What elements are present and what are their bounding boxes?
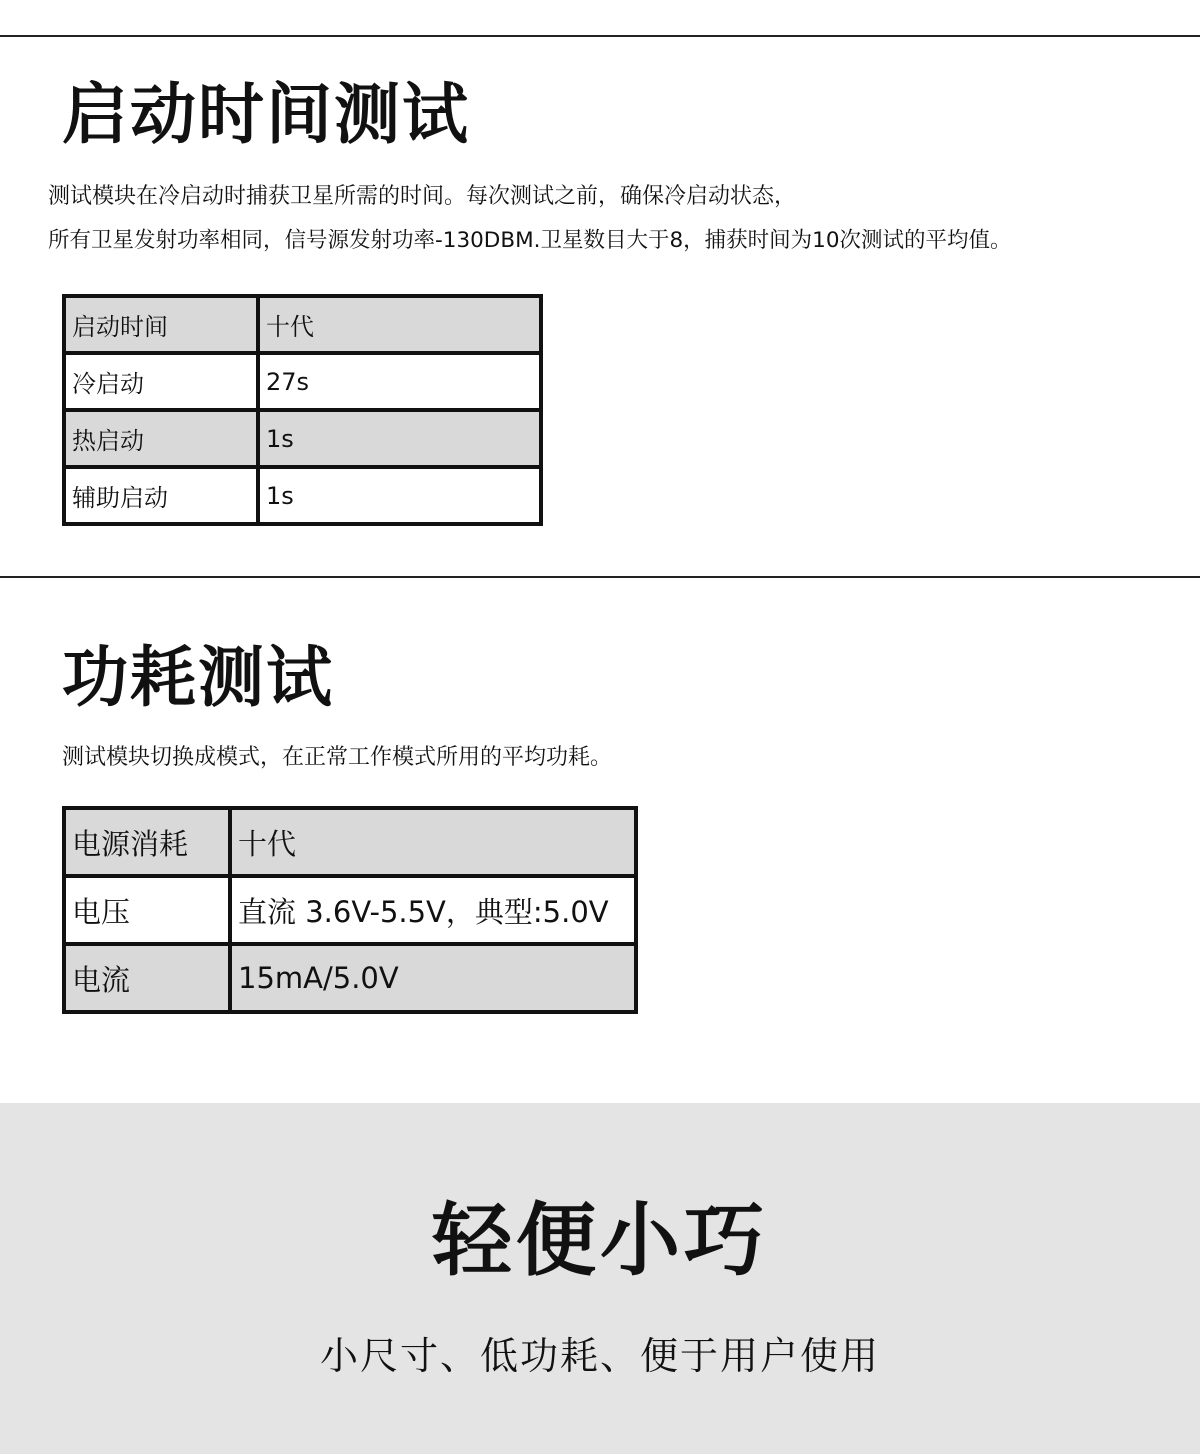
power-description: 测试模块切换成模式，在正常工作模式所用的平均功耗。 [62,745,613,770]
table-cell-value: 1s [258,410,541,467]
startup-description-line1: 测试模块在冷启动时捕获卫星所需的时间。每次测试之前，确保冷启动状态， [48,184,797,209]
top-divider [0,35,1200,37]
table-cell-label: 热启动 [64,410,258,467]
table-cell-label: 辅助启动 [64,467,258,524]
table-cell-label: 电压 [64,876,230,944]
table-row [64,410,541,467]
table-header-row [64,808,636,876]
table-header-cell: 十代 [230,808,636,876]
table-header-cell: 十代 [258,296,541,353]
table-cell-label: 冷启动 [64,353,258,410]
table-cell-value: 15mA/5.0V [230,944,636,1012]
table-header-cell: 启动时间 [64,296,258,353]
table-cell-value: 27s [258,353,541,410]
table-row [64,353,541,410]
power-section-title: 功耗测试 [62,639,334,716]
startup-time-table [62,294,543,526]
table-row [64,467,541,524]
startup-description-line2: 所有卫星发射功率相同，信号源发射功率-130DBM.卫星数目大于8，捕获时间为10次测试的平均值。 [48,228,1012,253]
banner-subtitle: 小尺寸、低功耗、便于用户使用 [319,1334,880,1378]
table-cell-value: 1s [258,467,541,524]
startup-section-title: 启动时间测试 [62,76,470,153]
banner-title: 轻便小巧 [432,1194,768,1287]
feature-banner [0,1103,1200,1454]
table-row [64,944,636,1012]
power-consumption-table [62,806,638,1014]
table-cell-value: 直流 3.6V-5.5V，典型:5.0V [230,876,636,944]
table-row [64,876,636,944]
middle-divider [0,576,1200,578]
table-header-row [64,296,541,353]
table-header-cell: 电源消耗 [64,808,230,876]
table-cell-label: 电流 [64,944,230,1012]
